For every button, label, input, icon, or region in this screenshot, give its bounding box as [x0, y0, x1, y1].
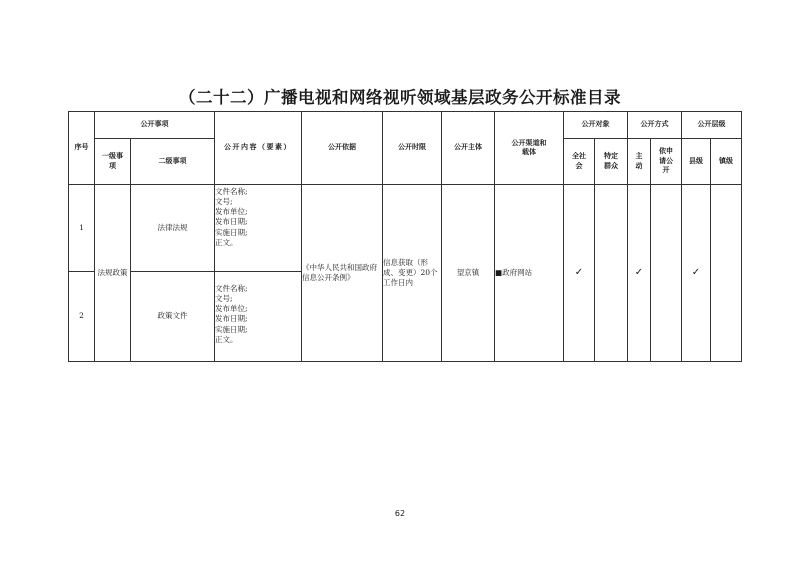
row-content: 文件名称; 文号; 发布单位; 发布日期; 实施日期; 正文。 [215, 185, 302, 272]
check-mark-icon: ✓ [564, 185, 595, 362]
header-method-request: 依申请公开 [651, 139, 682, 185]
disclosure-catalog-table [68, 111, 742, 362]
header-basis: 公开依据 [302, 112, 383, 185]
header-matter: 公开事项 [95, 112, 215, 139]
header-subject: 公开主体 [442, 112, 495, 185]
empty-cell [595, 185, 628, 362]
header-content: 公开内容（要素） [215, 112, 302, 185]
empty-cell [711, 185, 742, 362]
table-row [69, 185, 742, 272]
header-method-active: 主动 [628, 139, 651, 185]
shared-basis: 《中华人民共和国政府信息公开条例》 [302, 185, 383, 362]
header-target: 公开对象 [564, 112, 628, 139]
header-method: 公开方式 [628, 112, 682, 139]
row-level2: 法律法规 [131, 185, 215, 272]
shared-channel: ■政府网站 [495, 185, 564, 362]
header-channel: 公开渠道和载体 [495, 112, 564, 185]
header-level: 公开层级 [682, 112, 742, 139]
shared-time-limit: 信息获取（形成、变更）20个工作日内 [383, 185, 442, 362]
header-serial: 序号 [69, 112, 95, 185]
document-title: （二十二）广播电视和网络视听领域基层政务公开标准目录 [179, 88, 621, 107]
header-time-limit: 公开时限 [383, 112, 442, 185]
page-number: 62 [394, 509, 406, 518]
empty-cell [651, 185, 682, 362]
row-serial: 2 [69, 272, 95, 362]
row-level2: 政策文件 [131, 272, 215, 362]
header-level2: 二级事项 [131, 139, 215, 185]
header-target-all: 全社会 [564, 139, 595, 185]
row-content: 文件名称; 文号; 发布单位; 发布日期; 实施日期; 正文。 [215, 272, 302, 362]
header-target-specific: 特定群众 [595, 139, 628, 185]
shared-subject: 望京镇 [442, 185, 495, 362]
check-mark-icon: ✓ [628, 185, 651, 362]
row-level1: 法规政策 [95, 185, 131, 362]
header-level-town: 镇级 [711, 139, 742, 185]
header-level-county: 县级 [682, 139, 711, 185]
header-level1: 一级事项 [95, 139, 131, 185]
row-serial: 1 [69, 185, 95, 272]
check-mark-icon: ✓ [682, 185, 711, 362]
